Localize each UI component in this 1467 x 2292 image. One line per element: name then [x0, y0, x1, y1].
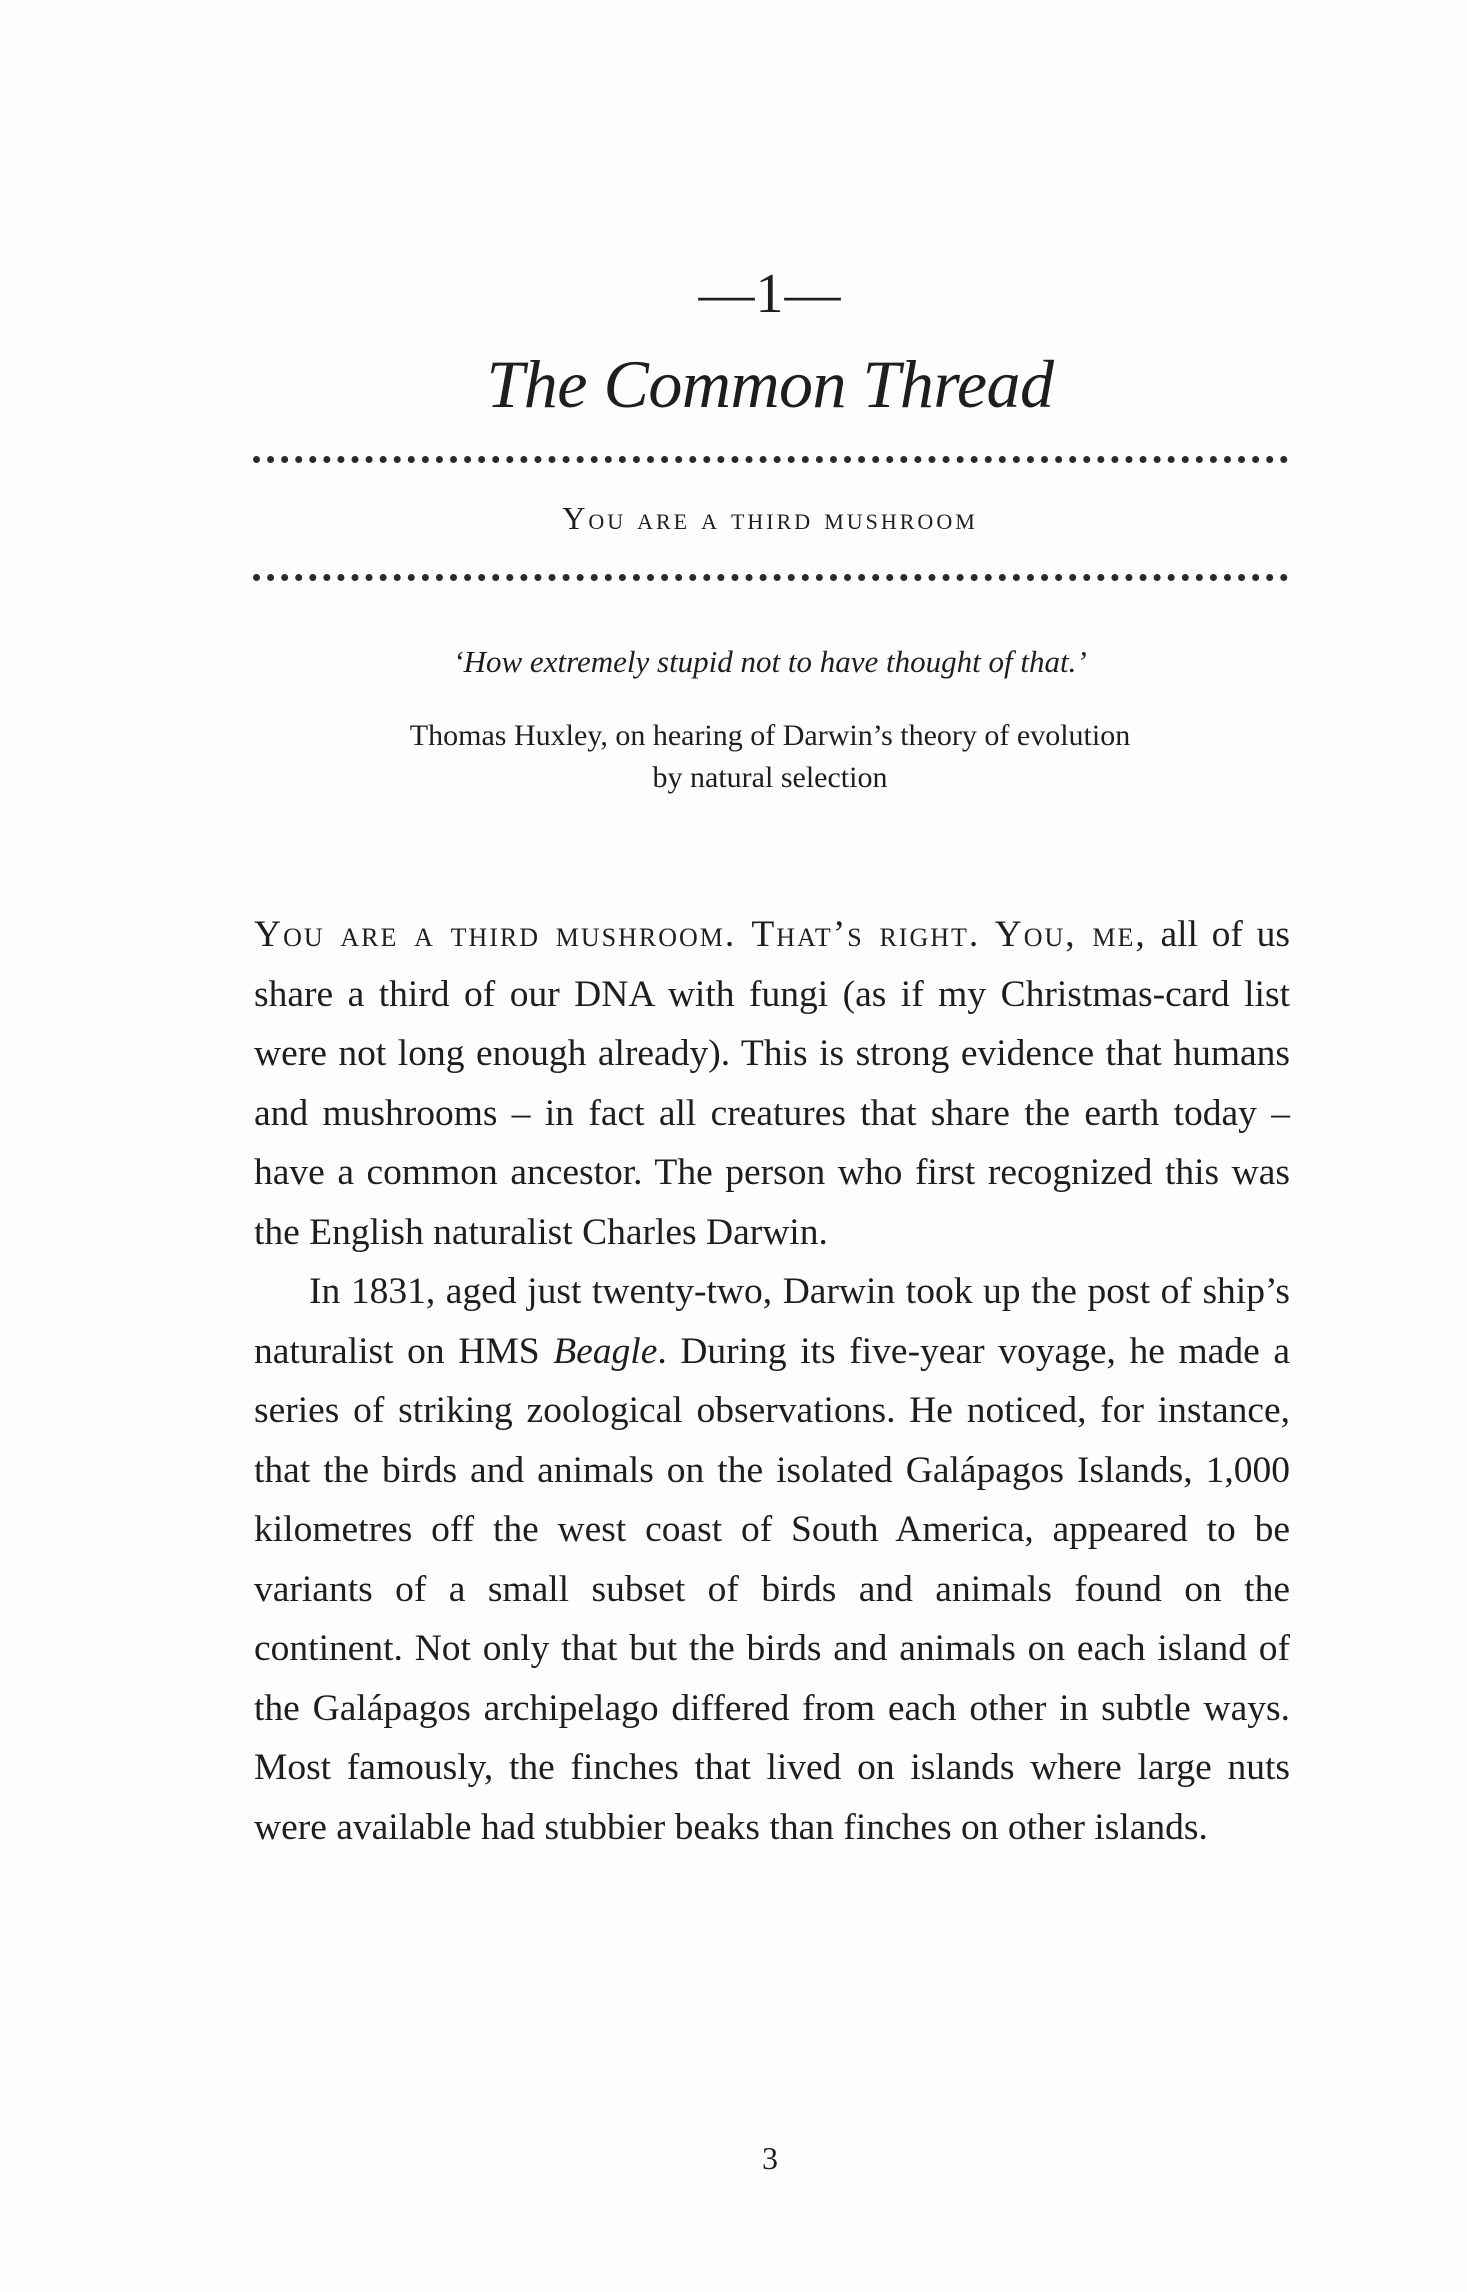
epigraph-quote: ‘How extremely stupid not to have thought of that.’: [453, 644, 1087, 679]
paragraph-1-text: all of us share a third of our DNA with fungi (as if my Christmas-card list were not long enough already). This is strong evidence that humans and mushrooms – in fact all creatures that share the earth today – have a common ancestor. The person who first recognized this was the English naturalist Charles Darwin.: [254, 914, 1290, 1253]
paragraph-2-text-start: In 1831, aged just twenty-two, Darwin took up the post of ship’s naturalist on HMS: [254, 1271, 1290, 1372]
paragraph-2: [254, 1262, 1290, 1857]
epigraph-attribution: Thomas Huxley, on hearing of Darwin’s theory of evolution by natural selection: [409, 719, 1131, 794]
chapter-title: The Common Thread: [486, 346, 1054, 422]
chapter-subtitle: You are a third mushroom: [562, 500, 978, 536]
dotted-rule-bottom: [253, 574, 1288, 581]
ship-name: Beagle: [553, 1330, 658, 1372]
body-text: [254, 905, 1290, 1857]
chapter-number: —1—: [698, 263, 842, 325]
paragraph-1: [254, 905, 1290, 1262]
dotted-rule-top: [253, 456, 1288, 463]
paragraph-2-text-end: . During its five-year voyage, he made a series of striking zoological observations. He noticed, for instance, that the birds and animals on the isolated Galápagos Islands, 1,000 kilometres off the west coast of South America, appeared to be variants of a small subset of birds and animals found on the continent. Not only that but the birds and animals on each island of the Galápagos archipelago differed from each other in subtle ways. Most famously, the finches that lived on islands where large nuts were available had stubbier beaks than finches on other islands.: [254, 1330, 1290, 1848]
page-number: 3: [762, 2140, 778, 2176]
paragraph-lead-in: You are a third mushroom. That’s right. You, me,: [254, 914, 1147, 955]
